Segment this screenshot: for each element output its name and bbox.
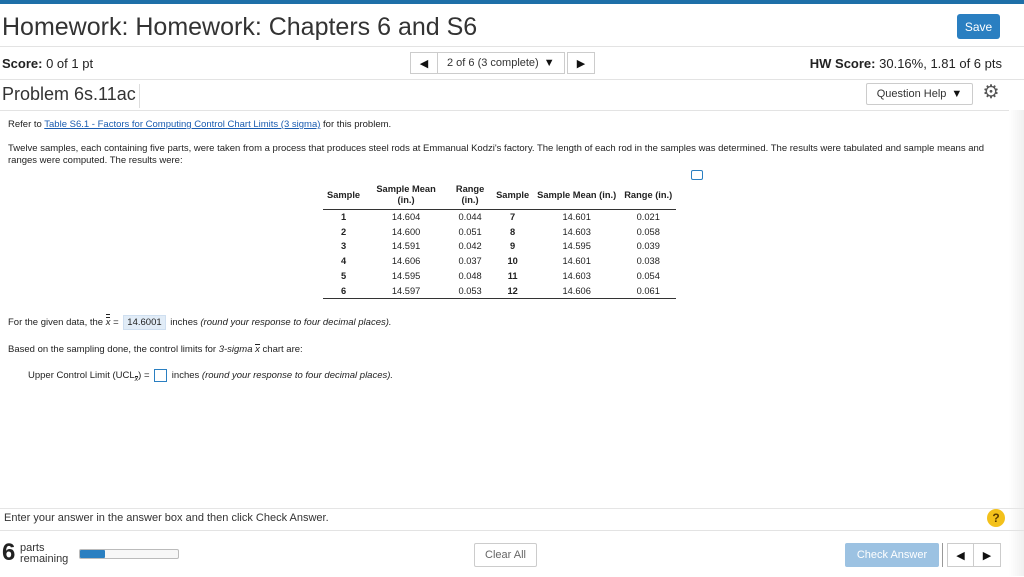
table-cell: 14.603	[562, 226, 591, 237]
help-icon[interactable]: ?	[987, 509, 1005, 527]
table-cell: 0.053	[448, 284, 492, 299]
given-instruction: (round your response to four decimal places).	[200, 317, 392, 328]
based-sigma: 3-sigma	[218, 344, 253, 355]
ucl-answer-input[interactable]	[154, 369, 167, 382]
table-cell: 0.037	[458, 256, 482, 267]
homework-title: Homework: Homework: Chapters 6 and S6	[2, 13, 478, 41]
table-cell: 14.603	[562, 270, 591, 281]
table-cell: 0.051	[458, 226, 482, 237]
next-question-button[interactable]	[974, 543, 1001, 567]
divider	[942, 543, 943, 567]
column-header: Sample Mean (in.)	[364, 181, 448, 210]
answer-instruction: Enter your answer in the answer box and then click Check Answer.	[4, 512, 329, 524]
table-cell: 14.604	[391, 212, 421, 222]
table-row	[323, 284, 676, 299]
table-header-row	[323, 181, 676, 210]
previous-question-button[interactable]	[410, 52, 438, 74]
score	[2, 56, 93, 71]
next-question-button[interactable]	[567, 52, 595, 74]
table-cell: 11	[507, 270, 518, 281]
table-row	[323, 239, 676, 254]
ucl-units: inches	[171, 370, 200, 382]
previous-question-button[interactable]	[947, 543, 974, 567]
caret-down-icon: ▼	[951, 88, 963, 100]
sample-data-table	[323, 181, 676, 299]
table-cell: 0.048	[458, 270, 482, 281]
column-header: Sample Mean (in.)	[533, 181, 620, 210]
table-cell: 14.595	[391, 270, 421, 281]
reference-line	[8, 119, 391, 130]
table-cell: 9	[510, 241, 516, 252]
table-cell: 12	[492, 284, 533, 299]
reference-suffix: for this problem.	[323, 119, 392, 130]
copy-table-icon[interactable]	[691, 170, 703, 180]
table-cell: 5	[340, 270, 347, 281]
column-header: Sample	[492, 181, 533, 210]
triangle-right-icon: ▶	[576, 57, 586, 70]
scroll-shadow	[1009, 110, 1024, 576]
table-row	[323, 210, 676, 225]
problem-title: Problem 6s.11ac	[2, 84, 140, 108]
check-answer-button[interactable]: Check Answer	[845, 543, 939, 567]
caret-down-icon: ▼	[543, 57, 555, 69]
table-cell: 0.021	[636, 212, 660, 222]
instruction-bar	[0, 508, 1024, 529]
table-cell: 0.061	[620, 284, 676, 299]
hw-score-value: 30.16%, 1.81 of 6 pts	[879, 56, 1002, 71]
parts-label-line2: remaining	[20, 553, 69, 565]
based-suffix: chart are:	[262, 344, 303, 355]
parts-progress-bar	[79, 549, 179, 559]
table-cell: 2	[340, 226, 347, 237]
reference-table-link[interactable]: Table S6.1 - Factors for Computing Control Chart Limits (3 sigma)	[44, 119, 321, 130]
table-row	[323, 269, 676, 284]
parts-remaining-label	[20, 543, 68, 565]
ucl-instruction: (round your response to four decimal places).	[201, 370, 394, 382]
table-cell: 10	[507, 256, 518, 267]
column-header: Sample	[323, 181, 364, 210]
given-xbarbar-line	[8, 315, 392, 330]
given-units: inches	[170, 317, 198, 328]
table-cell: 3	[340, 241, 347, 252]
triangle-left-icon: ◀	[956, 549, 965, 562]
parts-remaining-count: 6	[2, 539, 16, 566]
gear-icon[interactable]: ⚙	[982, 82, 1000, 103]
table-cell: 14.600	[391, 226, 421, 237]
reference-prefix: Refer to	[8, 119, 42, 130]
ucl-subscript: x	[134, 375, 139, 383]
save-button[interactable]: Save	[957, 14, 1000, 39]
score-value: 0 of 1 pt	[46, 56, 94, 71]
column-header: Range (in.)	[448, 181, 492, 210]
table-cell: 14.606	[533, 284, 620, 299]
table-row	[323, 254, 676, 269]
given-equals: =	[113, 317, 119, 328]
question-help-label: Question Help	[876, 88, 947, 100]
table-cell: 1	[340, 212, 347, 222]
table-cell: 0.038	[636, 256, 660, 267]
table-cell: 14.601	[562, 212, 591, 222]
parts-label-line1: parts	[20, 542, 45, 554]
problem-bar	[0, 80, 1024, 111]
clear-all-button[interactable]: Clear All	[474, 543, 537, 567]
table-cell: 4	[340, 256, 347, 267]
question-help-button[interactable]	[866, 83, 973, 105]
column-header: Range (in.)	[620, 181, 676, 210]
hw-score	[810, 56, 1002, 71]
table-row	[323, 225, 676, 240]
score-label: Score:	[2, 56, 43, 71]
bottom-bar	[0, 530, 1024, 577]
table-cell: 14.595	[562, 241, 591, 252]
table-cell: 14.597	[364, 284, 448, 299]
question-selector[interactable]	[438, 52, 565, 74]
table-cell: 0.039	[636, 241, 660, 252]
progress-fill	[80, 550, 105, 558]
triangle-left-icon: ◀	[419, 57, 429, 70]
table-cell: 0.058	[636, 226, 660, 237]
score-bar	[0, 47, 1024, 80]
hw-score-label: HW Score:	[809, 56, 876, 71]
problem-description: Twelve samples, each containing five parts, were taken from a process that produces steel rods at Emmanual Kodzi's factory. The length of each rod in the samples was determined. The results were tabulated and sample means and ranges were computed. The results were:	[8, 143, 985, 166]
x-bar-symbol: x	[255, 344, 260, 355]
table-cell: 6	[323, 284, 364, 299]
table-cell: 14.601	[562, 256, 591, 267]
table-cell: 14.591	[391, 241, 421, 252]
ucl-answer-line	[28, 369, 393, 383]
based-prefix: Based on the sampling done, the control limits for	[8, 344, 217, 355]
table-cell: 14.606	[391, 256, 421, 267]
question-selector-label: 2 of 6 (3 complete)	[447, 57, 539, 69]
ucl-close: ) =	[138, 370, 150, 382]
table-cell: 8	[510, 226, 516, 237]
ucl-label: Upper Control Limit (UCL	[28, 370, 135, 382]
table-cell: 0.044	[458, 212, 482, 222]
title-bar	[0, 6, 1024, 47]
given-prefix: For the given data, the	[8, 317, 104, 328]
table-cell: 0.042	[458, 241, 482, 252]
based-on-line	[8, 344, 303, 355]
x-double-bar-symbol: x	[106, 317, 111, 328]
table-cell: 7	[510, 212, 516, 222]
given-value: 14.6001	[123, 315, 165, 330]
table-cell: 0.054	[636, 270, 660, 281]
triangle-right-icon: ▶	[982, 549, 992, 562]
top-accent-bar	[0, 0, 1024, 4]
